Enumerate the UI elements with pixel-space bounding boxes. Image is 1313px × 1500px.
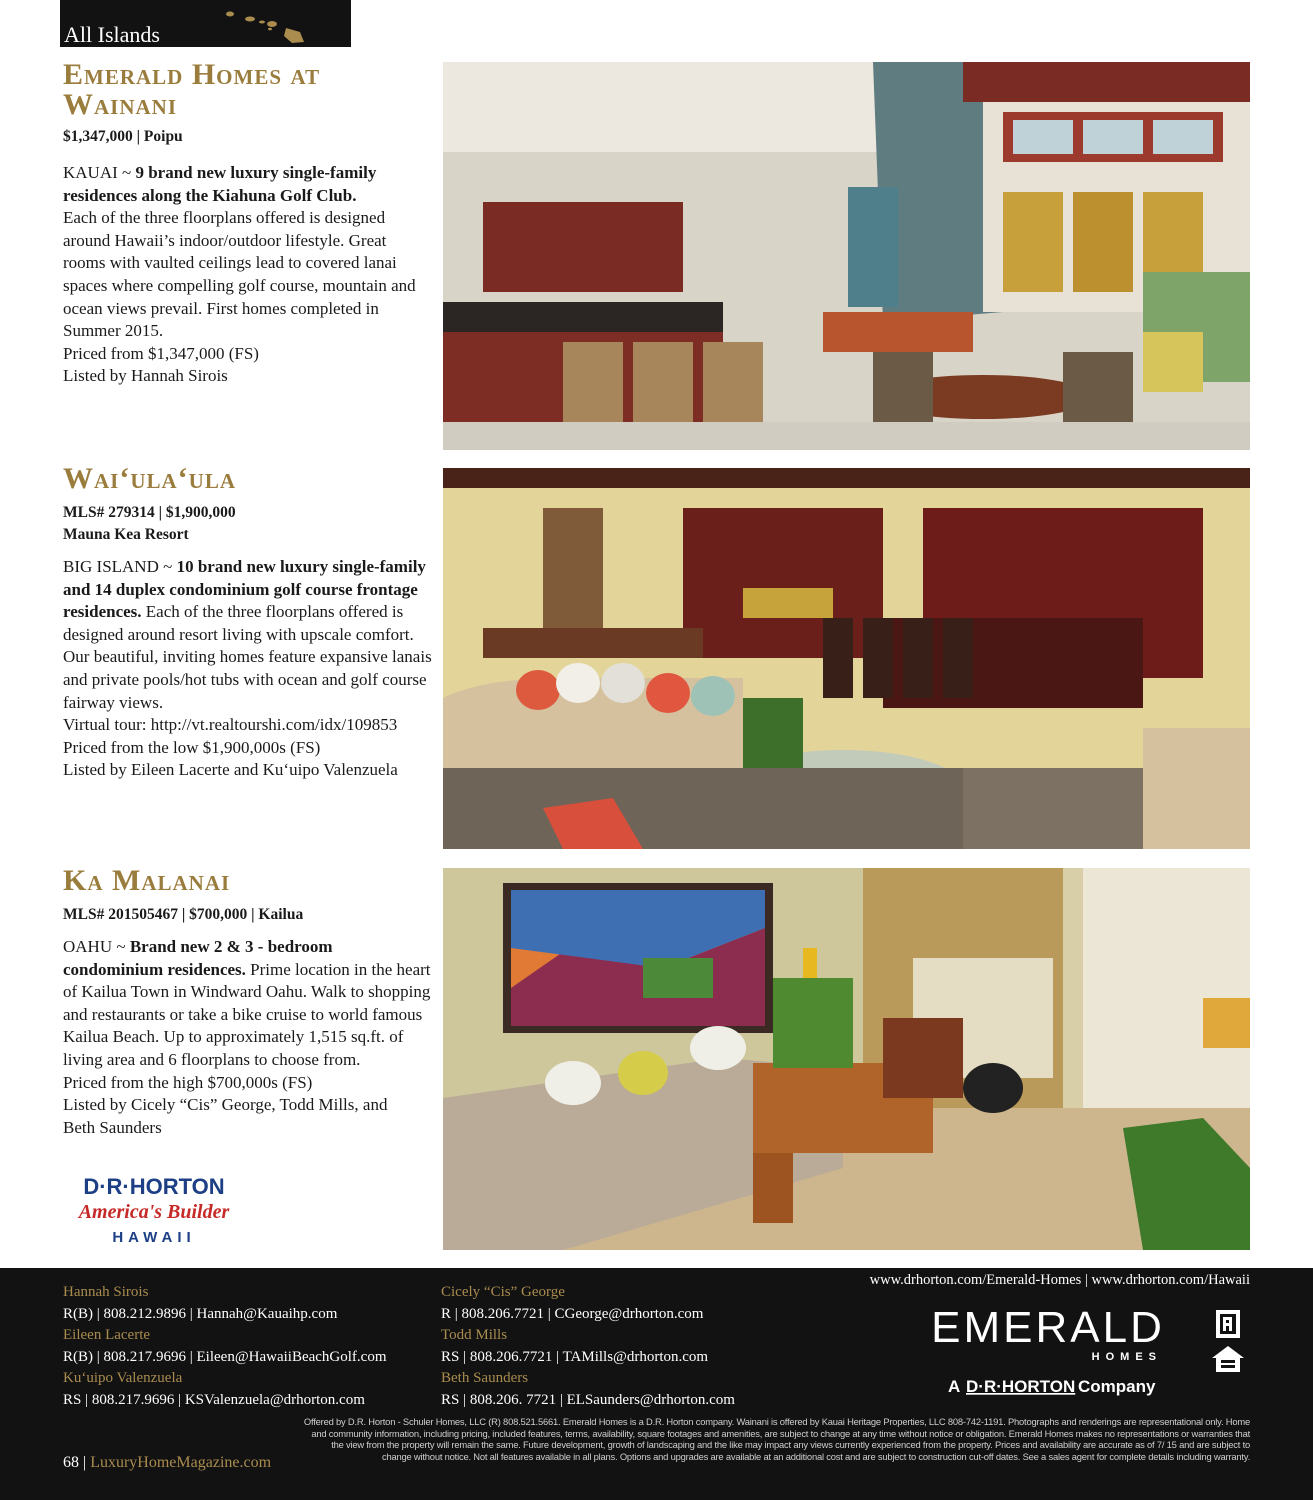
contact-info[interactable]: R | 808.206.7721 | CGeorge@drhorton.com: [441, 1305, 704, 1322]
emerald-logo-sub: HOMES: [1091, 1351, 1162, 1363]
emerald-logo-word: EMERALD: [931, 1303, 1165, 1352]
listing-agent: Listed by Hannah Sirois: [63, 366, 228, 386]
contact-name: Eileen Lacerte: [63, 1327, 151, 1343]
listing-body: Each of the three floorplans offered is designed around Hawaii’s indoor/outdoor lifestyle. Great rooms with vaulted ceilings lead to covered lanai spaces where compelling golf course, mountain and ocean views prevail. First homes completed in Summer 2015.: [63, 208, 416, 341]
contact-name: Todd Mills: [441, 1327, 508, 1343]
page-number: 68: [63, 1454, 79, 1471]
listing-emerald-wainani: [63, 60, 433, 388]
listing-meta: MLS# 201505467 | $700,000 | Kailua: [63, 906, 304, 923]
listing-agent: Listed by Eileen Lacerte and Ku‘uipo Valenzuela: [63, 760, 398, 780]
listing-title: Wai‘ula‘ula: [63, 462, 236, 495]
listing-meta: $1,347,000 | Poipu: [63, 128, 183, 145]
page-footer: [63, 1454, 271, 1472]
listing-body: Prime location in the heart of Kailua Town in Windward Oahu. Walk to shopping and restaurants or take a bike cruise to world famous Kailua Beach. Up to approximately 1,515 sq.ft. of living area and 6 floorplans to choose from.: [63, 959, 431, 1069]
contact-name: Beth Saunders: [441, 1370, 529, 1386]
contact-info[interactable]: RS | 808.217.9696 | KSValenzuela@drhorton.com: [63, 1391, 365, 1408]
listing-tour-link[interactable]: Virtual tour: http://vt.realtourshi.com/idx/109853: [63, 715, 398, 735]
listing-photo-ka-malanai: [443, 868, 1250, 1250]
listing-photo-waiulaula: [443, 468, 1250, 849]
listing-ka-malanai: [63, 866, 433, 1139]
listing-waiulaula: [63, 464, 433, 782]
contact-name: Cicely “Cis” George: [441, 1284, 565, 1300]
listing-region: KAUAI ~: [63, 163, 136, 182]
contacts-right: [441, 1282, 735, 1411]
contact-info[interactable]: R(B) | 808.217.9696 | Eileen@HawaiiBeachGolf.com: [63, 1348, 387, 1365]
section-tab: [60, 0, 351, 47]
drhorton-hawaii-logo: [64, 1170, 244, 1246]
magazine-site[interactable]: LuxuryHomeMagazine.com: [90, 1454, 272, 1471]
listing-meta: MLS# 279314 | $1,900,000: [63, 504, 236, 521]
listing-headline: 9 brand new luxury single-family residences along the Kiahuna Golf Club.: [63, 163, 377, 205]
page-separator: |: [83, 1454, 91, 1471]
listing-body: Each of the three floorplans offered is designed around resort living with upscale comfort. Our beautiful, inviting homes feature expansive lanais and private pools/hot tubs with ocean and golf course fairway views.: [63, 602, 432, 712]
listing-description: [63, 936, 433, 1139]
drhorton-logo-tagline: America's Builder: [78, 1201, 230, 1223]
listing-region: OAHU ~: [63, 937, 130, 956]
realtor-equal-housing-icons: [1210, 1308, 1246, 1378]
contact-name: Hannah Sirois: [63, 1284, 149, 1300]
listing-agent: Listed by Cicely “Cis” George, Todd Mills, and Beth Saunders: [63, 1095, 388, 1137]
listing-location: Mauna Kea Resort: [63, 526, 189, 543]
listing-photo-wainani: [443, 62, 1250, 450]
emerald-homes-logo: [928, 1300, 1168, 1396]
emerald-logo-company-post: Company: [1078, 1377, 1156, 1396]
emerald-logo-company-pre: A: [948, 1377, 961, 1396]
drhorton-logo-brand: D·R·HORTON: [83, 1174, 225, 1199]
contact-name: Ku‘uipo Valenzuela: [63, 1370, 183, 1386]
contact-info[interactable]: R(B) | 808.212.9896 | Hannah@Kauaihp.com: [63, 1305, 338, 1322]
realtor-icon: [1216, 1310, 1240, 1338]
listing-title: Ka Malanai: [63, 864, 231, 897]
drhorton-logo-region: HAWAII: [112, 1229, 196, 1246]
hawaii-islands-icon: [220, 8, 310, 44]
contacts-left: [63, 1282, 387, 1411]
listing-title: Emerald Homes at Wainani: [63, 58, 321, 121]
listing-region: BIG ISLAND ~: [63, 557, 177, 576]
listing-headline: Brand new 2 & 3 - bedroom condominium residences.: [63, 937, 333, 979]
contact-info[interactable]: RS | 808.206. 7721 | ELSaunders@drhorton.com: [441, 1391, 735, 1408]
equal-housing-icon: [1212, 1346, 1244, 1372]
listing-price: Priced from $1,347,000 (FS): [63, 343, 259, 363]
legal-disclaimer: Offered by D.R. Horton - Schuler Homes, LLC (R) 808.521.5661. Emerald Homes is a D.R. Horton company. Wainani is offered by Kauai Heritage Properties, LLC 808-742-1191. Photographs and renderings are representational only. Home and community information, including pricing, included features, terms, availability, square footages and amenities, are subject to change at any time without notice or obligation. Emerald Homes makes no representations or warranties that the view from the property will remain the same. Future development, growth of landscaping and the like may impact any views currently experienced from the property. Prices and availability are accurate as of 7/ 15 and are subject to change without notice. Not all features available in all plans. Options and upgrades are available at an additional cost and are subject to construction cut-off dates. See a sales agent for complete details including warranty.: [303, 1416, 1250, 1462]
listing-price: Priced from the low $1,900,000s (FS): [63, 737, 321, 757]
emerald-logo-company-brand: D·R·HORTON: [966, 1377, 1076, 1396]
section-tab-label: All Islands: [64, 22, 160, 47]
contact-info[interactable]: RS | 808.206.7721 | TAMills@drhorton.com: [441, 1348, 709, 1365]
website-links[interactable]: www.drhorton.com/Emerald-Homes | www.drhorton.com/Hawaii: [869, 1272, 1250, 1288]
listing-price: Priced from the high $700,000s (FS): [63, 1072, 313, 1092]
listing-description: [63, 556, 433, 782]
listing-description: [63, 162, 433, 388]
listing-headline: 10 brand new luxury single-family and 14 duplex condominium golf course frontage residences.: [63, 557, 426, 622]
